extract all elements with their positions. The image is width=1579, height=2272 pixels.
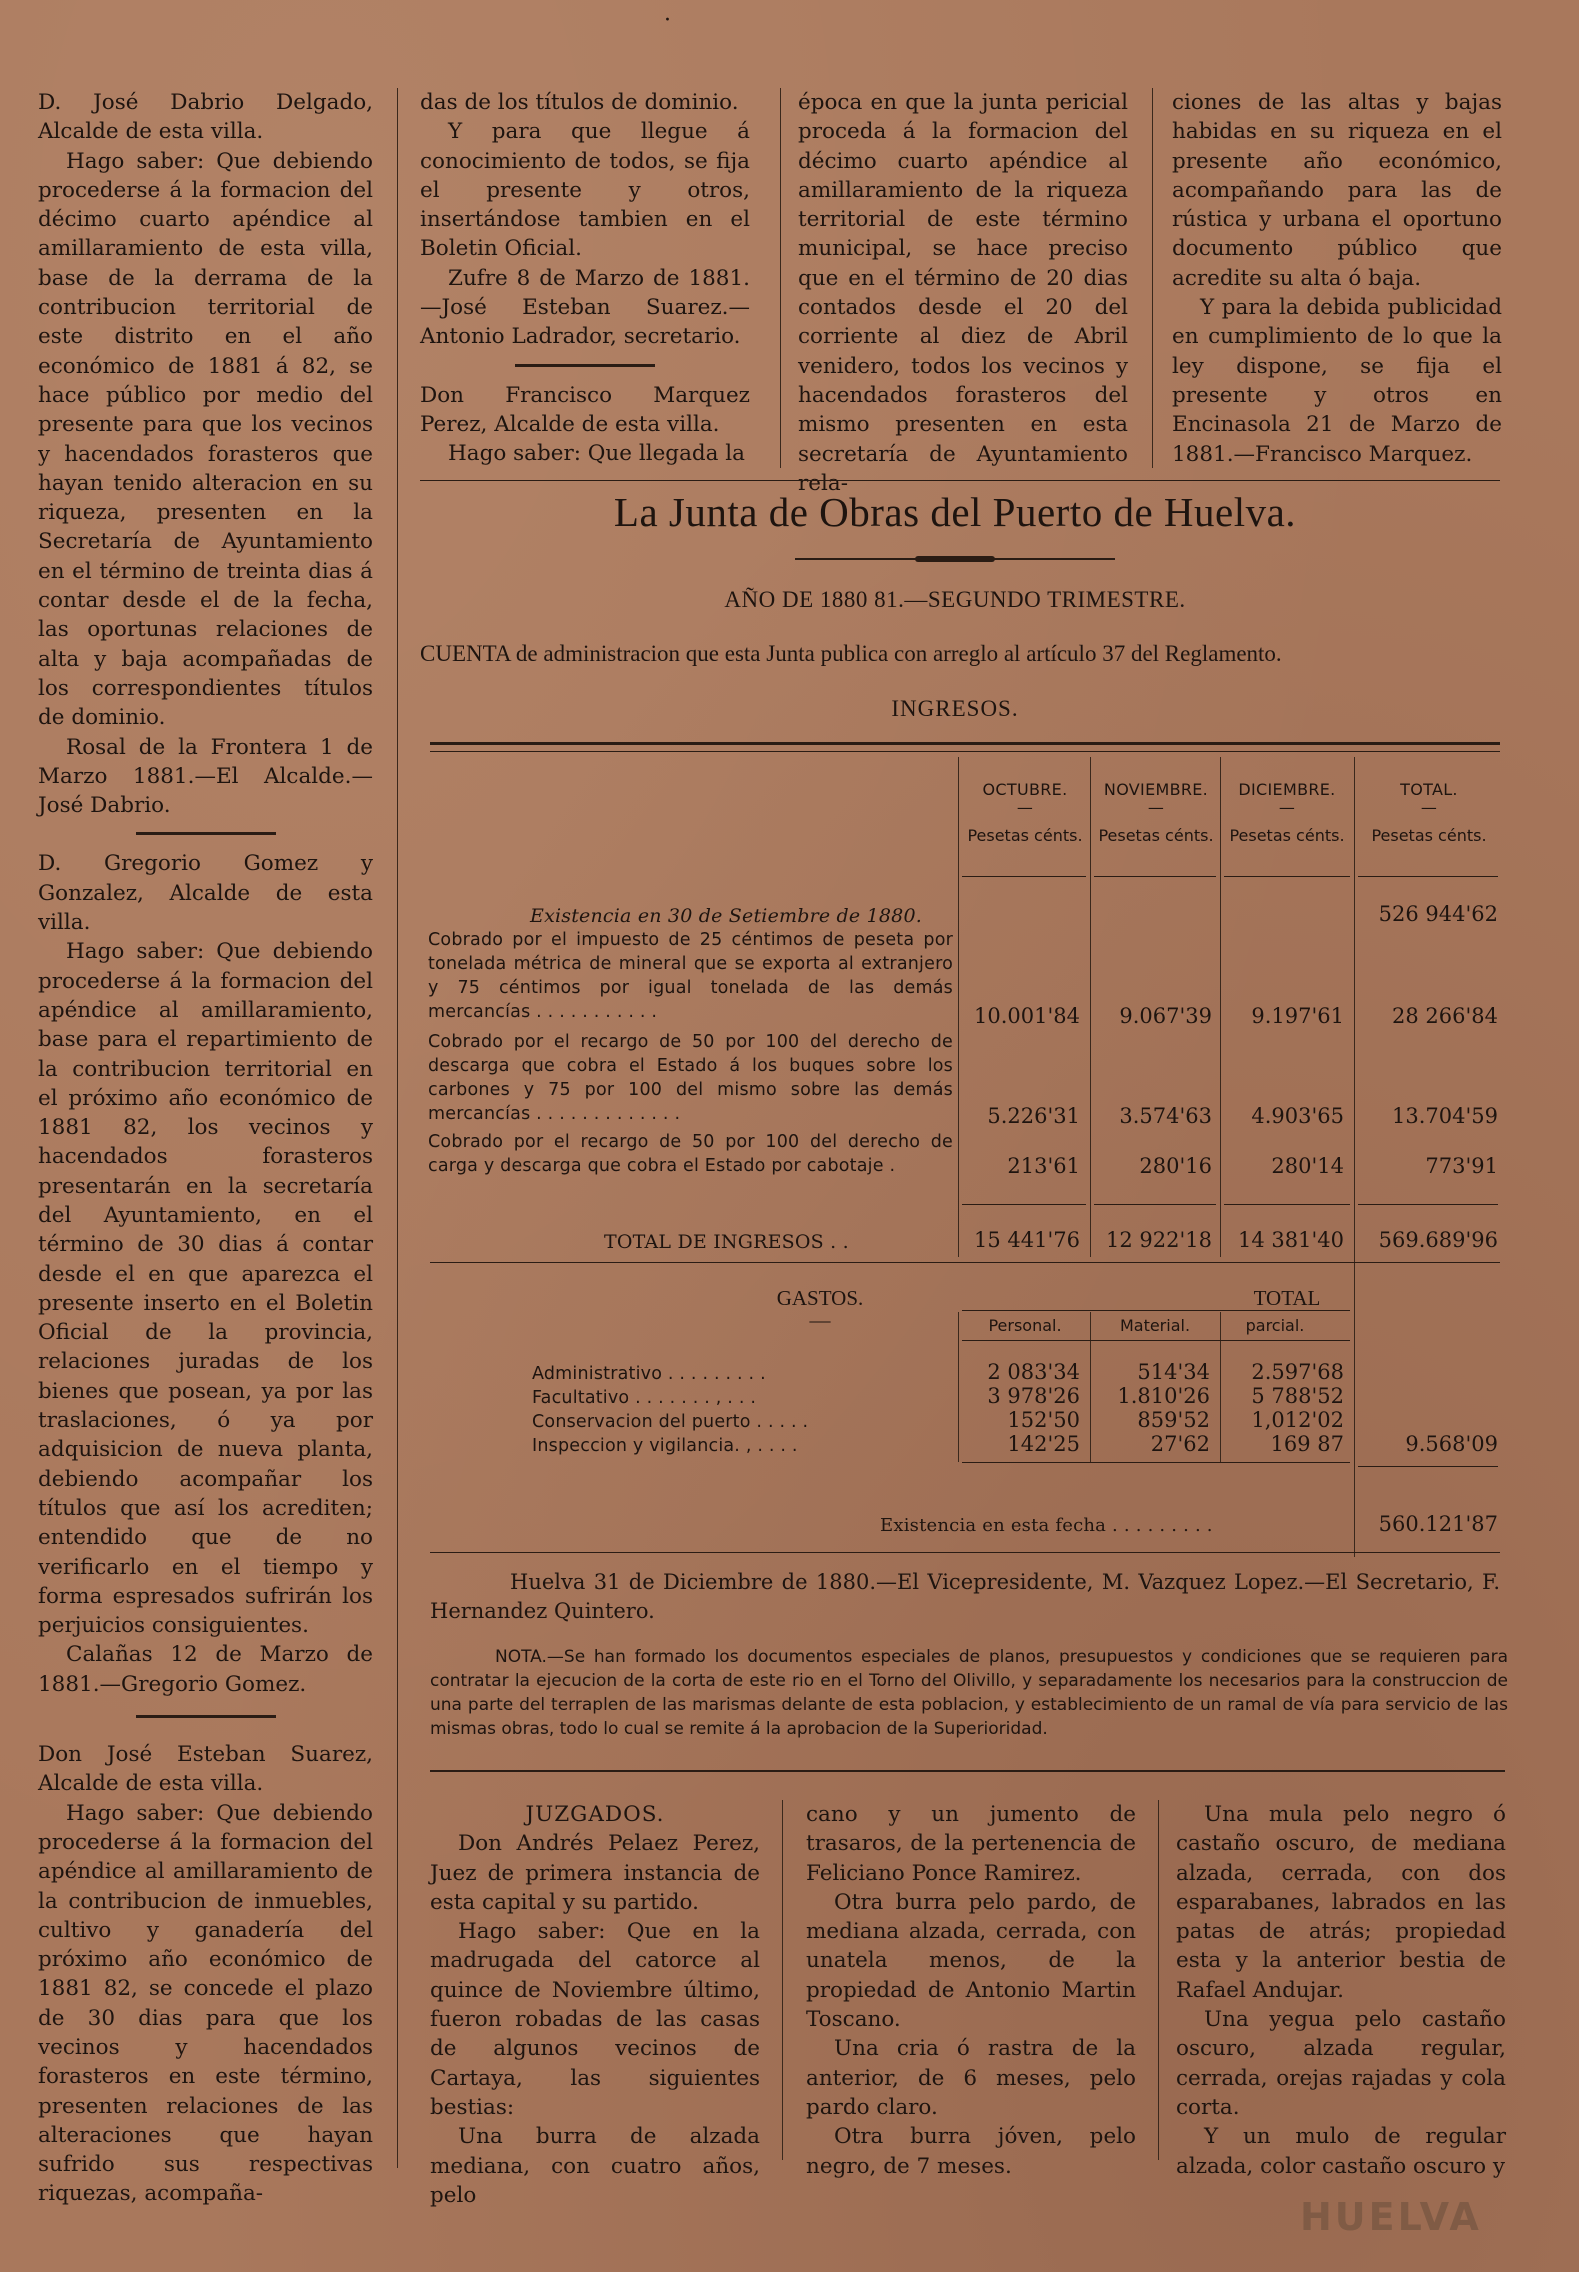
header-rule [1224,876,1350,877]
column-top-3 [798,88,1128,498]
existencia-label: Existencia en 30 de Setiembre de 1880. [530,905,922,927]
total-ingresos-nov: 12 922'18 [1106,1228,1212,1252]
notice-encinasola-start: Hago saber: Que llegada la [448,441,746,467]
juzgados-judge: Don Andrés Pelaez Perez, Juez de primera instancia de esta capital y su partido. [430,1831,760,1915]
notice-calanas-heading: D. Gregorio Gomez y Gonzalez, Alcalde de esta villa. [38,851,373,936]
ingreso-row-2-nov: 3.574'63 [1119,1104,1212,1128]
notice-encinasola-cont: ciones de las altas y bajas habidas en su riqueza en el presente año económico, acompañando para las de rústica y urbana el oportuno documento público que acredite su alta ó baja. [1172,90,1502,291]
gastos-total-label: TOTAL [1253,1286,1321,1310]
existencia-total: 526 944'62 [1378,902,1498,926]
header-rule [962,876,1086,877]
juzgados-title: JUZGADOS. [525,1802,665,1827]
existencia-fecha-total: 560.121'87 [1378,1512,1498,1536]
column-top-4 [1172,88,1502,469]
section-rule-bottom [430,1770,1505,1772]
gastos-sub-rule [962,1340,1350,1341]
unit-label: Pesetas cénts. [1229,826,1345,845]
ornament-rule [795,556,1115,562]
gastos-divider [958,1312,959,1462]
column-top-2 [420,88,750,469]
ingreso-row-1-total: 28 266'84 [1392,1004,1498,1028]
gasto-row-4-parcial: 169 87 [1270,1432,1344,1456]
ingreso-row-2-oct: 5.226'31 [987,1104,1080,1128]
col-header-total: TOTAL. [1400,780,1458,799]
notice-encinasola-signature: Y para la debida publicidad en cumplimiento de lo que la ley dispone, se fija el presente y otros en Encinasola 21 de Marzo de 1881.—Francisco Marquez. [1172,295,1502,467]
notice-calanas-body: Hago saber: Que debiendo procederse á la formacion del apéndice al amillaramiento, base para el repartimiento de la contribucion territorial en el próximo año económico de 1881 82, los vecinos y hacendados forasteros presentarán en la secretaría del Ayuntamiento, en el término de 30 dias á contar desde el en que aparezca el presente inserto en el Boletin Oficial de la provincia, relaciones juradas de los bienes que posean, ya por las traslaciones, ó ya por adquisicion de nueva planta, debiendo acompañar los títulos que así los acrediten; entendido que de no verificarlo en el tiempo y forma espresados sufrirán los perjuicios consiguientes. [38,939,373,1639]
gasto-row-3-material: 859'52 [1137,1408,1210,1432]
separator [136,1715,276,1718]
gastos-header-rule [962,1310,1350,1311]
column-divider [1152,88,1153,468]
gasto-row-3-label: Conservacion del puerto . . . . . [532,1412,809,1432]
junta-cuenta: CUENTA de administracion que esta Junta publica con arreglo al artículo 37 del Reglamento. [420,641,1282,666]
juzgados-item-6: Una yegua pelo castaño oscuro, alzada regular, cerrada, orejas rajadas y cola corta. [1176,2007,1506,2120]
column-divider [1158,1800,1159,2160]
ingreso-row-2-text: Cobrado por el recargo de 50 por 100 del derecho de descarga que cobra el Estado á los buques sobre los carbones y 75 por 100 del mismo sobre las demás mercancías . . . . . . . . . . . . . [428,1032,953,1124]
column-bottom-3 [806,1800,1136,2181]
top-mark: · [664,8,671,33]
column-divider [397,88,398,2168]
junta-title: La Junta de Obras del Puerto de Huelva. [613,489,1297,535]
separator [515,364,655,367]
existencia-fecha-label: Existencia en esta fecha . . . . . . . . . [880,1515,1213,1536]
ingreso-row-1-nov: 9.067'39 [1119,1004,1212,1028]
notice-encinasola-heading: Don Francisco Marquez Perez, Alcalde de esta villa. [420,382,750,437]
header-dash: — [1278,798,1296,817]
unit-label: Pesetas cénts. [1098,826,1214,845]
notice-zufre-fija: Y para que llegue á conocimiento de todos, se fija el presente y otros, insertándose tambien en el Boletin Oficial. [420,119,750,262]
junta-nota: NOTA.—Se han formado los documentos especiales de planos, presupuestos y condiciones que se requieren para contratar la ejecucion de la corta de este rio en el Torno del Olivillo, y separadamente los necesarios para la construccion de una parte del terraplen de las marismas delante de esta poblacion, y establecimiento de un ramal de vía para servicio de las mismas obras, todo lo cual se remite á la aprobacion de la Superioridad. [430,1647,1508,1739]
ingreso-row-2-dic: 4.903'65 [1251,1104,1344,1128]
ingreso-row-2-total: 13.704'59 [1392,1104,1498,1128]
gasto-row-2-parcial: 5 788'52 [1251,1384,1344,1408]
table-divider [958,757,959,1257]
total-ingresos-label: TOTAL DE INGRESOS . . [604,1231,849,1253]
gasto-row-3-personal: 152'50 [1007,1408,1080,1432]
gasto-row-4-material: 27'62 [1150,1432,1210,1456]
gasto-row-1-label: Administrativo . . . . . . . . . [532,1364,766,1384]
gasto-row-3-parcial: 1,012'02 [1251,1408,1344,1432]
total-ingresos-total: 569.689'96 [1378,1228,1498,1252]
column-divider [780,88,781,468]
ingreso-row-1-oct: 10.001'84 [974,1004,1080,1028]
juzgados-body: Hago saber: Que en la madrugada del catorce al quince de Noviembre último, fueron robadas de las casas de algunos vecinos de Cartaya, las siguientes bestias: [430,1919,760,2120]
notice-calanas-signature: Calañas 12 de Marzo de 1881.—Gregorio Gomez. [38,1642,373,1697]
separator [136,832,276,835]
total-ingresos-dic: 14 381'40 [1238,1228,1344,1252]
gasto-row-2-material: 1.810'26 [1117,1384,1210,1408]
header-rule [1358,876,1498,877]
header-rule [1094,876,1216,877]
subtotal-rule [1358,1204,1498,1205]
gasto-row-4-personal: 142'25 [1007,1432,1080,1456]
juzgados-item-7: Y un mulo de regular alzada, color castaño oscuro y [1176,2124,1506,2179]
ingresos-label: INGRESOS. [891,696,1019,721]
gasto-row-2-personal: 3 978'26 [987,1384,1080,1408]
table-top-rule [430,742,1500,752]
header-dash: — [1147,798,1165,817]
gastos-label: GASTOS. [776,1286,864,1310]
header-dash: — [1016,798,1034,817]
gasto-row-4-label: Inspeccion y vigilancia. , . . . . [532,1436,798,1456]
gastos-col-parcial: parcial. [1245,1316,1305,1335]
gasto-row-1-personal: 2 083'34 [987,1360,1080,1384]
total-ingresos-oct: 15 441'76 [974,1228,1080,1252]
gasto-row-2-label: Facultativo . . . . . . . , . . . [532,1388,757,1408]
ingreso-row-3-total: 773'91 [1425,1154,1498,1178]
notice-rosal-heading: D. José Dabrio Delgado, Alcalde de esta villa. [38,90,373,145]
gasto-row-1-parcial: 2.597'68 [1251,1360,1344,1384]
notice-zufre-body: Hago saber: Que debiendo procederse á la formacion del apéndice al amillaramiento de la contribucion de inmuebles, cultivo y ganadería del próximo año económico de 1881 82, se concede el plazo de 30 dias para que los vecinos y hacendados forasteros en este término, presenten relaciones de las alteraciones que hayan sufrido sus respectivas riquezas, acompaña- [38,1800,373,2207]
archive-watermark: HUELVA [1300,2195,1482,2239]
junta-subtitle: AÑO DE 1880 81.—SEGUNDO TRIMESTRE. [724,587,1186,612]
notice-zufre-heading: Don José Esteban Suarez, Alcalde de esta villa. [38,1742,373,1797]
gastos-bottom-rule [962,1462,1350,1463]
unit-label: Pesetas cénts. [967,826,1083,845]
column-divider [782,1800,783,2160]
juzgados-item-1: Una burra de alzada mediana, con cuatro años, pelo [430,2124,760,2208]
col-header-octubre: OCTUBRE. [982,780,1068,799]
col-header-diciembre: DICIEMBRE. [1238,780,1336,799]
subtotal-rule [962,1204,1086,1205]
subtotal-rule [1094,1204,1216,1205]
notice-rosal-body: Hago saber: Que debiendo procederse á la formacion del décimo cuarto apéndice al amillaramiento de esta villa, base de la derrama de la contribucion territorial de este distrito en el año económico de 1881 á 82, se hace público por medio del presente para que los vecinos y hacendados forasteros que hayan tenido alteracion en su riqueza, presenten en la Secretaría de Ayuntamiento en el término de treinta dias á contar desde el de la fecha, las oportunas relaciones de alta y baja acompañadas de los correspondientes títulos de dominio. [38,148,373,731]
junta-signature: Huelva 31 de Diciembre de 1880.—El Vicepresidente, M. Vazquez Lopez.—El Secretario, F. Hernandez Quintero. [430,1570,1500,1623]
section-rule [420,480,1500,481]
gastos-col-material: Material. [1119,1316,1191,1335]
notice-zufre-signature: Zufre 8 de Marzo de 1881. —José Esteban Suarez.—Antonio Ladrador, secretario. [420,265,750,350]
gastos-total-rule [1358,1466,1498,1467]
ingreso-row-3-text: Cobrado por el recargo de 50 por 100 del derecho de carga y descarga que cobra el Estado por cabotaje . [428,1132,953,1176]
ingreso-row-3-dic: 280'14 [1271,1154,1344,1178]
notice-encinasola-body: época en que la junta pericial proceda á la formacion del décimo cuarto apéndice al amillaramiento de la riqueza territorial de este término municipal, se hace preciso que en el término de 20 dias contados desde el 20 del corriente al diez de Abril venidero, todos los vecinos y hacendados forasteros del mismo presenten en esta secretaría de Ayuntamiento rela- [798,90,1128,496]
gastos-dash: — [809,1308,831,1332]
juzgados-item-2: Otra burra pelo pardo, de mediana alzada, cerrada, con unatela menos, de la propiedad de Antonio Martin Toscano. [806,1889,1136,2033]
ingreso-row-1-dic: 9.197'61 [1251,1004,1344,1028]
juzgados-item-5: Una mula pelo negro ó castaño oscuro, de mediana alzada, cerrada, con dos esparabanes, labrados en las patas de atrás; propiedad esta y la anterior bestia de Rafael Andujar. [1176,1802,1506,2003]
table-divider [1354,757,1355,1557]
subtotal-rule [1224,1204,1350,1205]
column-bottom-2 [430,1800,760,2210]
total-rule [430,1262,1500,1263]
notice-zufre-cont: das de los títulos de dominio. [420,90,739,115]
table-bottom-rule [430,1552,1500,1553]
juzgados-item-4: Otra burra jóven, pelo negro, de 7 meses. [806,2124,1136,2179]
juzgados-item-3: Una cria ó rastra de la anterior, de 6 meses, pelo pardo claro. [806,2036,1136,2120]
ingreso-row-3-nov: 280'16 [1139,1154,1212,1178]
notice-rosal-signature: Rosal de la Frontera 1 de Marzo 1881.—El Alcalde.—José Dabrio. [38,734,373,819]
column-bottom-4 [1176,1800,1506,2181]
unit-label: Pesetas cénts. [1371,826,1487,845]
gastos-total: 9.568'09 [1405,1432,1498,1456]
gastos-col-personal: Personal. [988,1316,1062,1335]
column-left [38,88,373,2209]
ingreso-row-1-text: Cobrado por el impuesto de 25 céntimos de peseta por tonelada métrica de mineral que se exporta al extranjero y 75 céntimos por igual tonelada de las demás mercancías . . . . . . . . . . . [428,930,953,1022]
juzgados-item-1-cont: cano y un jumento de trasaros, de la pertenencia de Feliciano Ponce Ramirez. [806,1802,1136,1886]
header-dash: — [1420,798,1438,817]
gasto-row-1-material: 514'34 [1137,1360,1210,1384]
ingreso-row-3-oct: 213'61 [1007,1154,1080,1178]
col-header-noviembre: NOVIEMBRE. [1103,780,1209,799]
